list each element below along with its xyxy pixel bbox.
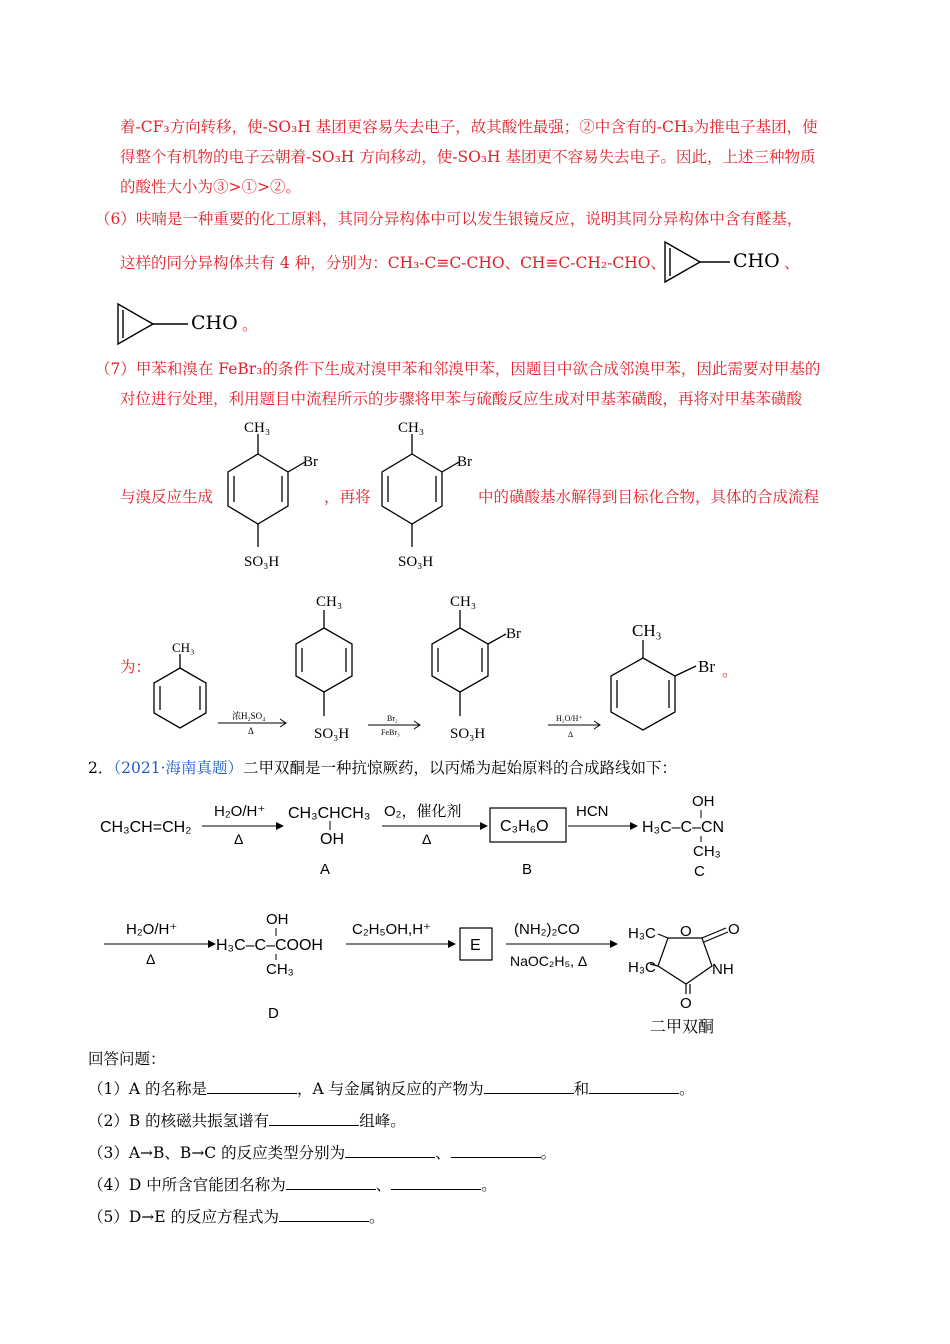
- condition-label: Δ: [568, 730, 574, 739]
- compound-c-oh: OH: [692, 793, 715, 810]
- solution-line: 中的磺酸基水解得到目标化合物，具体的合成流程: [478, 488, 820, 506]
- condition-label: 浓H₂SO₄: [232, 711, 266, 721]
- br-label: Br: [506, 626, 521, 642]
- question-number: 2．: [88, 759, 114, 777]
- question-header: [88, 757, 677, 779]
- synthesis-route-scheme: [90, 788, 780, 1038]
- br-label: Br: [698, 657, 715, 676]
- so3h-label: SO₃H: [398, 554, 434, 570]
- period: 。: [722, 662, 738, 680]
- compound-b-label: B: [522, 861, 533, 878]
- question-1: （1）A 的名称是 ，A 与金属钠反应的产物为 和 。: [88, 1080, 695, 1098]
- ch3-label: CH₃: [316, 594, 343, 610]
- cho-label: CHO: [733, 250, 780, 272]
- solution-line: 的酸性大小为③>①>②。: [120, 178, 301, 196]
- condition-label: H₂O/H⁺: [126, 921, 178, 938]
- toluene-structure: [154, 640, 206, 728]
- bromotoluene-structure: [611, 621, 715, 730]
- condition-label: Δ: [146, 951, 156, 967]
- period: 。: [242, 316, 258, 334]
- condition-label: NaOC₂H₅, Δ: [510, 953, 588, 969]
- answer-blank[interactable]: [345, 1143, 435, 1158]
- dimethadione-structure: [628, 921, 740, 1012]
- solution-line: 对位进行处理，利用题目中流程所示的步骤将甲苯与硫酸反应生成对甲基苯磺酸，再将对甲基苯磺酸: [120, 390, 803, 408]
- condition-label: H₂O/H⁺: [214, 803, 266, 820]
- so3h-label: SO₃H: [314, 726, 350, 742]
- synthesis-flow: [140, 588, 750, 748]
- arrow-hydrolysis: [104, 921, 216, 967]
- condition-label: O₂，催化剂: [384, 803, 462, 820]
- compound-c-label: C: [694, 863, 705, 880]
- solution-line: （7）甲苯和溴在 FeBr₃的条件下生成对溴甲苯和邻溴甲苯，因题目中欲合成邻溴甲苯，因此需要对甲基的: [95, 360, 821, 378]
- compound-a-formula: CH₃CHCH₃: [288, 805, 371, 822]
- arrow-hydration: [202, 803, 284, 847]
- arrow-hydrolysis: [548, 714, 600, 739]
- condition-label: Δ: [422, 831, 432, 847]
- so3h-label: SO₃H: [244, 554, 280, 570]
- methyl-label: H₃C: [628, 959, 656, 976]
- br-label: Br: [457, 454, 472, 470]
- propene-formula: CH₃CH=CH₂: [100, 819, 192, 836]
- answer-blank[interactable]: [451, 1143, 541, 1158]
- compound-d-label: D: [268, 1005, 279, 1022]
- solution-line: 与溴反应生成: [120, 488, 214, 506]
- question-intro: 二甲双酮是一种抗惊厥药，以丙烯为起始原料的合成路线如下：: [243, 759, 678, 777]
- ring-oxygen-label: O: [680, 923, 692, 940]
- question-3: （3）A→B、B→C 的反应类型分别为 、 。: [88, 1144, 557, 1162]
- question-source: （2021·海南真题）: [113, 759, 243, 777]
- answer-blank[interactable]: [269, 1111, 359, 1126]
- ch3-label: CH₃: [450, 594, 477, 610]
- compound-d-ch3: CH₃: [266, 961, 294, 978]
- compound-b-formula: C₃H₆O: [500, 818, 549, 835]
- arrow-sulfonation: [218, 710, 286, 736]
- solution-line: 这样的同分异构体共有 4 种，分别为：CH₃-C≡C-CHO、CH≡C-CH₂-CHO、: [120, 254, 666, 272]
- condition-label: HCN: [576, 803, 609, 820]
- cho-label: CHO: [191, 312, 238, 334]
- compound-d-oh: OH: [266, 911, 289, 928]
- condition-label: C₂H₅OH,H⁺: [352, 921, 431, 938]
- compound-e-label: E: [470, 937, 481, 954]
- condition-label: Δ: [234, 831, 244, 847]
- ch3-label: CH₃: [172, 640, 195, 655]
- answer-blank[interactable]: [207, 1079, 297, 1094]
- condition-label: (NH₂)₂CO: [514, 921, 580, 938]
- answer-blank[interactable]: [286, 1175, 376, 1190]
- arrow-oxidation: [382, 802, 488, 847]
- compound-c-formula: H₃C–C–CN: [642, 819, 725, 836]
- br-label: Br: [303, 454, 318, 470]
- question-4: （4）D 中所含官能团名称为 、 。: [88, 1176, 497, 1194]
- arrow-bromination: [368, 714, 420, 737]
- solution-line: ，再将: [324, 488, 371, 506]
- condition-label: H₂O/H⁺: [556, 714, 583, 723]
- nh-label: NH: [712, 961, 734, 978]
- ch3-label: CH₃: [398, 420, 425, 436]
- carbonyl-oxygen-label: O: [680, 995, 692, 1012]
- bromotoluenesulfonic-acid-structure: [210, 412, 330, 582]
- question-2: （2）B 的核磁共振氢谱有 组峰。: [88, 1112, 406, 1130]
- ch3-label: CH₃: [244, 420, 271, 436]
- arrow-cyclization: [506, 921, 618, 969]
- solution-line: 得整个有机物的电子云朝着-SO₃H 方向移动，使-SO₃H 基团更不容易失去电子。因此，上述三种物质: [120, 148, 816, 166]
- answer-blank[interactable]: [279, 1207, 369, 1222]
- condition-label: FeBr₃: [381, 728, 400, 737]
- arrow-esterification: [346, 921, 456, 948]
- compound-d-formula: H₃C–C–COOH: [216, 937, 323, 954]
- question-5: （5）D→E 的反应方程式为 。: [88, 1208, 385, 1226]
- condition-label: Δ: [248, 726, 254, 736]
- toluenesulfonic-acid-structure: [296, 594, 352, 742]
- answer-blank[interactable]: [589, 1079, 679, 1094]
- ch3-label: CH₃: [632, 621, 662, 640]
- separator: 、: [784, 254, 800, 272]
- arrow-hcn-addition: [568, 803, 638, 830]
- solution-line: 着-CF₃方向转移，使-SO₃H 基团更容易失去电子，故其酸性最强；②中含有的-CH₃为推电子基团，使: [120, 118, 818, 136]
- compound-a-label: A: [320, 861, 331, 878]
- questions-heading: 回答问题：: [88, 1050, 166, 1068]
- answer-blank[interactable]: [484, 1079, 574, 1094]
- so3h-label: SO₃H: [450, 726, 486, 742]
- bromotoluenesulfonic-acid-structure: [432, 594, 521, 742]
- answer-blank[interactable]: [391, 1175, 481, 1190]
- methyl-label: H₃C: [628, 925, 656, 942]
- compound-a-oh: OH: [320, 831, 344, 848]
- solution-line: 为：: [120, 658, 152, 676]
- cyclopropene-carbaldehyde-structure: [110, 298, 200, 350]
- condition-label: Br₂: [387, 714, 398, 723]
- product-name: 二甲双酮: [650, 1019, 715, 1036]
- compound-c-ch3: CH₃: [693, 843, 721, 860]
- solution-line: （6）呋喃是一种重要的化工原料，其同分异构体中可以发生银镜反应，说明其同分异构体中含有醛基，: [95, 210, 803, 228]
- carbonyl-oxygen-label: O: [728, 921, 740, 938]
- bromotoluenesulfonic-acid-structure: [364, 412, 484, 582]
